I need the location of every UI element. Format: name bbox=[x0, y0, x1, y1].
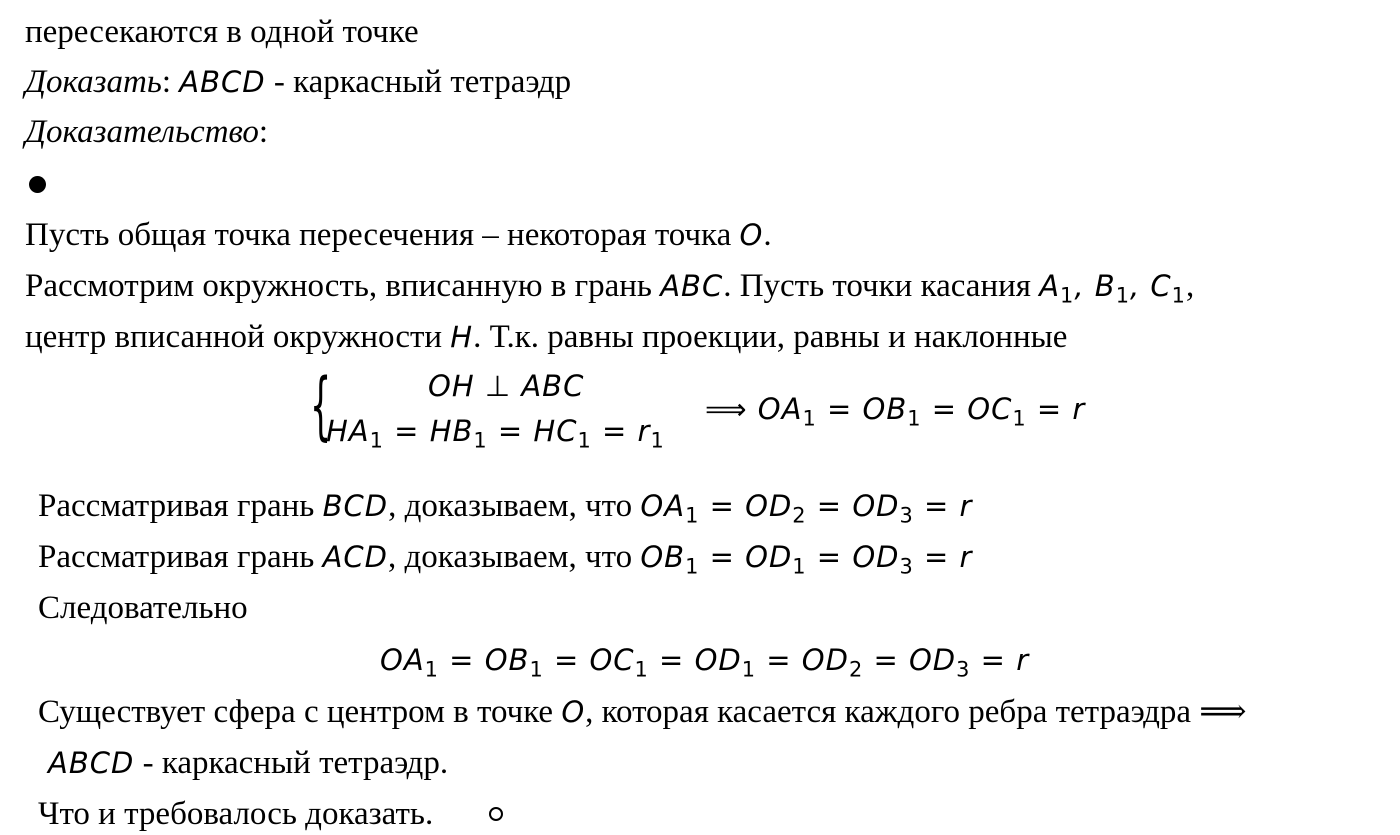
paragraph-3: центр вписанной окружности H. Т.к. равны проекции, равны и наклонные bbox=[25, 319, 1068, 355]
system-top: OH ⊥ ABC bbox=[428, 369, 585, 403]
bullet-icon bbox=[29, 176, 46, 193]
system-result: ⟹ $OA_1 = OB_1 = OC_1 = r$ bbox=[705, 392, 1086, 431]
therefore-line: Следовательно bbox=[38, 590, 248, 626]
system-bottom: $HA_1 = HB_1 = HC_1 = r_1$ bbox=[326, 414, 665, 453]
sphere-line: Существует сфера с центром в точке O, которая касается каждого ребра тетраэдра ⟹ bbox=[38, 694, 1247, 730]
qed-circle-icon bbox=[489, 807, 503, 821]
proof-label: Доказательство bbox=[25, 114, 259, 150]
paragraph-1: Пусть общая точка пересечения – некоторая точка O. bbox=[25, 217, 772, 253]
statement-2: Рассматривая грань ACD, доказываем, что $OB_1 = OD_1 = OD_3 = r$ bbox=[38, 539, 973, 579]
big-equation: $OA_1 = OB_1 = OC_1 = OD_1 = OD_2 = OD_3 = r$ bbox=[380, 643, 1030, 682]
conclusion-line: ABCD - каркасный тетраэдр. bbox=[48, 745, 449, 781]
equation-system bbox=[310, 363, 1130, 456]
paragraph-2: Рассмотрим окружность, вписанную в грань ABC. Пусть точки касания $A_1$, $B_1$, $C_1$, bbox=[25, 268, 1195, 308]
prove-line: Доказать: ABCD - каркасный тетраэдр bbox=[25, 64, 572, 100]
line-top: пересекаются в одной точке bbox=[25, 14, 419, 50]
tetra-name: ABCD bbox=[179, 65, 266, 99]
qed-line: Что и требовалось доказать. bbox=[38, 796, 434, 832]
prove-label: Доказать bbox=[25, 64, 162, 100]
proof-line: Доказательство: bbox=[25, 114, 269, 150]
brace-icon: { bbox=[310, 363, 332, 449]
statement-1: Рассматривая грань BCD, доказываем, что $OA_1 = OD_2 = OD_3 = r$ bbox=[38, 488, 973, 528]
